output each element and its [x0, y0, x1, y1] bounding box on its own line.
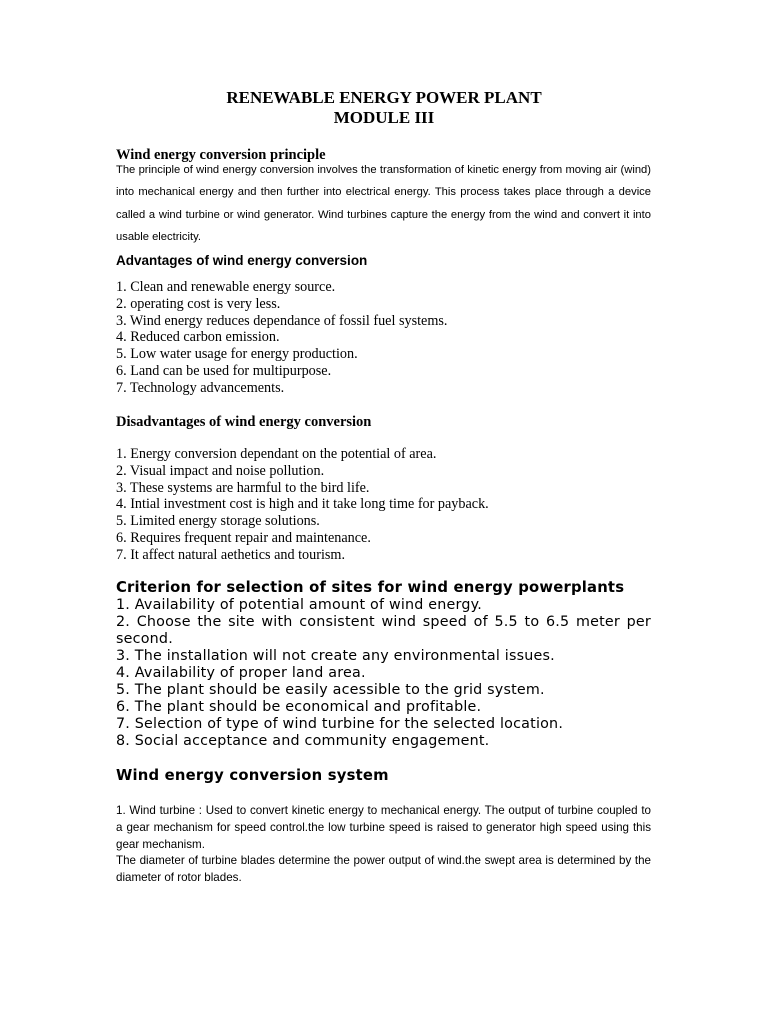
list-item: 3. Wind energy reduces dependance of fossil fuel systems.	[116, 312, 448, 329]
list-item: 3. These systems are harmful to the bird life.	[116, 479, 370, 496]
section-heading-disadvantages: Disadvantages of wind energy conversion	[116, 414, 372, 430]
list-item: 6. The plant should be economical and profitable.	[116, 699, 482, 715]
list-item: 2. operating cost is very less.	[116, 295, 281, 312]
system-paragraph-1: 1. Wind turbine : Used to convert kinetic energy to mechanical energy. The output of turbine coupled to a gear mechanism for speed control.the low turbine speed is raised to generator high speed using this gear mechanism.	[116, 804, 651, 851]
section-heading-advantages: Advantages of wind energy conversion	[116, 253, 368, 268]
list-item: 5. The plant should be easily acessible to the grid system.	[116, 682, 545, 698]
list-item: 1. Availability of potential amount of wind energy.	[116, 597, 483, 613]
document-title: RENEWABLE ENERGY POWER PLANT	[226, 88, 542, 107]
list-item: 4. Intial investment cost is high and it take long time for payback.	[116, 496, 489, 513]
list-item: 7. It affect natural aethetics and tourism.	[116, 546, 346, 563]
list-item: 5. Limited energy storage solutions.	[116, 513, 320, 530]
advantages-list	[116, 279, 447, 397]
document-subtitle: MODULE III	[333, 108, 435, 127]
list-item: 3. The installation will not create any environmental issues.	[116, 648, 555, 664]
disadvantages-list	[116, 446, 489, 564]
list-item: 7. Selection of type of wind turbine for the selected location.	[116, 716, 564, 732]
list-item: 1. Energy conversion dependant on the potential of area.	[116, 446, 437, 462]
list-item: 2. Visual impact and noise pollution.	[116, 462, 325, 479]
list-item: 7. Technology advancements.	[116, 379, 285, 396]
list-item: 5. Low water usage for energy production.	[116, 346, 358, 363]
list-item: 8. Social acceptance and community engagement.	[116, 733, 490, 749]
list-item: 6. Requires frequent repair and maintenance.	[116, 529, 371, 546]
list-item: 4. Availability of proper land area.	[116, 665, 366, 681]
section-heading-system: Wind energy conversion system	[116, 767, 389, 784]
system-paragraphs	[116, 803, 651, 887]
list-item: 2. Choose the site with consistent wind speed of 5.5 to 6.5 meter per second.	[116, 614, 651, 647]
list-item: 4. Reduced carbon emission.	[116, 329, 280, 346]
principle-paragraph: The principle of wind energy conversion involves the transformation of kinetic energy from moving air (wind) into mechanical energy and then further into electrical energy. This process takes place through a device called a wind turbine or wind generator. Wind turbines capture the energy from the wind and convert it into usable electricity.	[116, 164, 651, 244]
criterion-list	[116, 597, 651, 750]
section-heading-criterion: Criterion for selection of sites for wind energy powerplants	[116, 579, 625, 596]
section-heading-principle: Wind energy conversion principle	[116, 147, 326, 163]
list-item: 6. Land can be used for multipurpose.	[116, 362, 332, 379]
system-paragraph-2: The diameter of turbine blades determine the power output of wind.the swept area is determined by the diameter of rotor blades.	[116, 854, 651, 885]
list-item: 1. Clean and renewable energy source.	[116, 279, 336, 295]
